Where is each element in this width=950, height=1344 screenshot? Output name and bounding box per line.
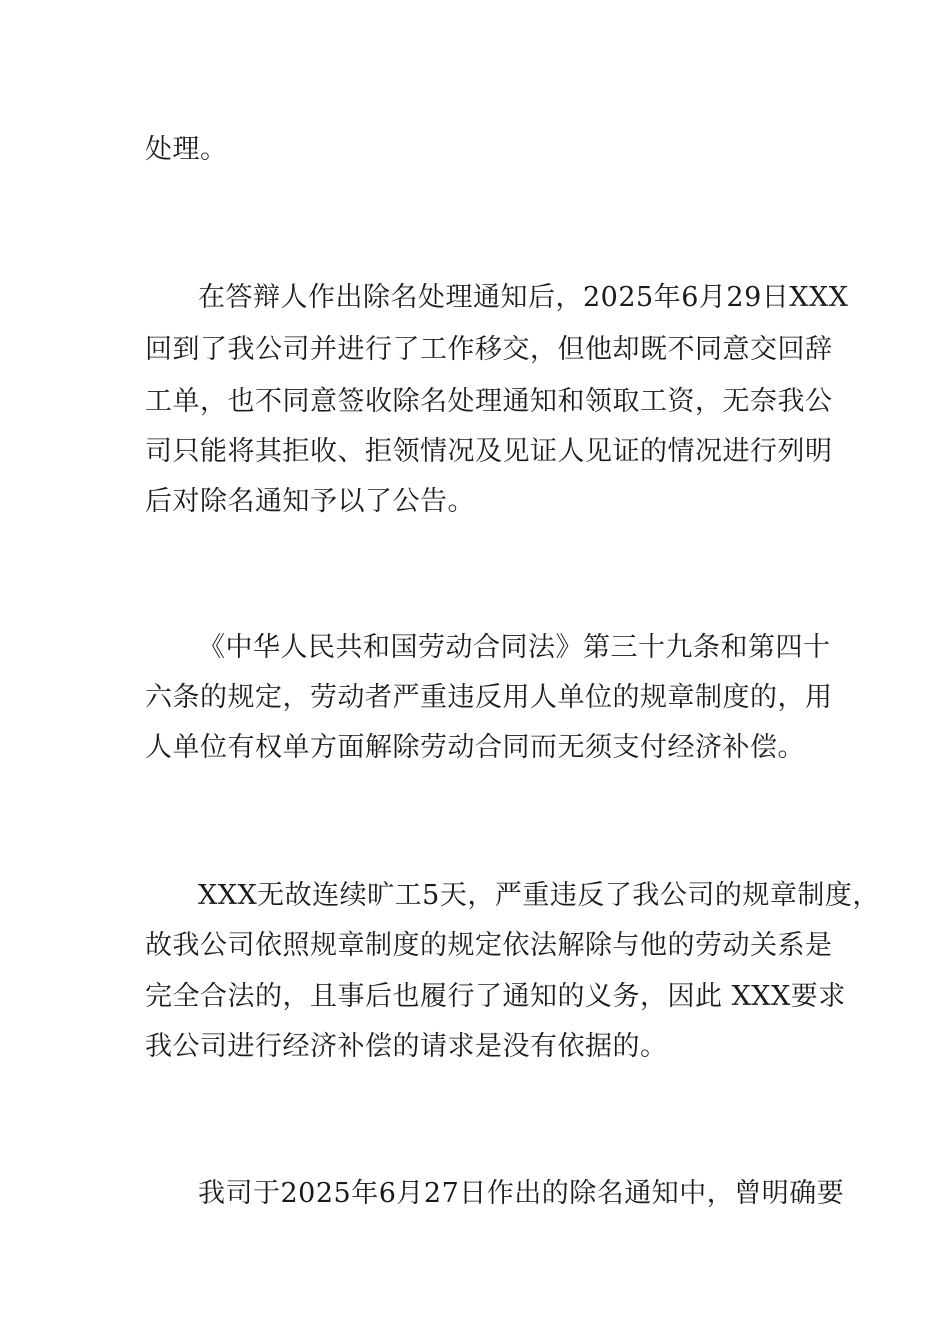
text-line: 司只能将其拒收、拒领情况及见证人见证的情况进行列明 — [145, 436, 833, 467]
text-line: 完全合法的，且事后也履行了通知的义务，因此 XXX要求 — [145, 981, 846, 1012]
text-line: 《中华人民共和国劳动合同法》第三十九条和第四十 — [198, 632, 831, 663]
text-line: 回到了我公司并进行了工作移交，但他却既不同意交回辞 — [145, 334, 833, 365]
text-line: 我公司进行经济补偿的请求是没有依据的。 — [145, 1031, 668, 1062]
text-line: 故我公司依照规章制度的规定依法解除与他的劳动关系是 — [145, 930, 833, 961]
text-line: 工单，也不同意签收除名处理通知和领取工资，无奈我公 — [145, 386, 833, 417]
text-line: 六条的规定，劳动者严重违反用人单位的规章制度的，用 — [145, 682, 833, 713]
text-line: XXX无故连续旷工5天，严重违反了我公司的规章制度， — [198, 880, 880, 911]
text-line: 处理。 — [145, 134, 228, 165]
text-line: 后对除名通知予以了公告。 — [145, 486, 475, 517]
text-line: 在答辩人作出除名处理通知后，2025年6月29日XXX — [198, 282, 849, 313]
text-line: 我司于2025年6月27日作出的除名通知中，曾明确要 — [198, 1178, 845, 1209]
text-line: 人单位有权单方面解除劳动合同而无须支付经济补偿。 — [145, 732, 805, 763]
